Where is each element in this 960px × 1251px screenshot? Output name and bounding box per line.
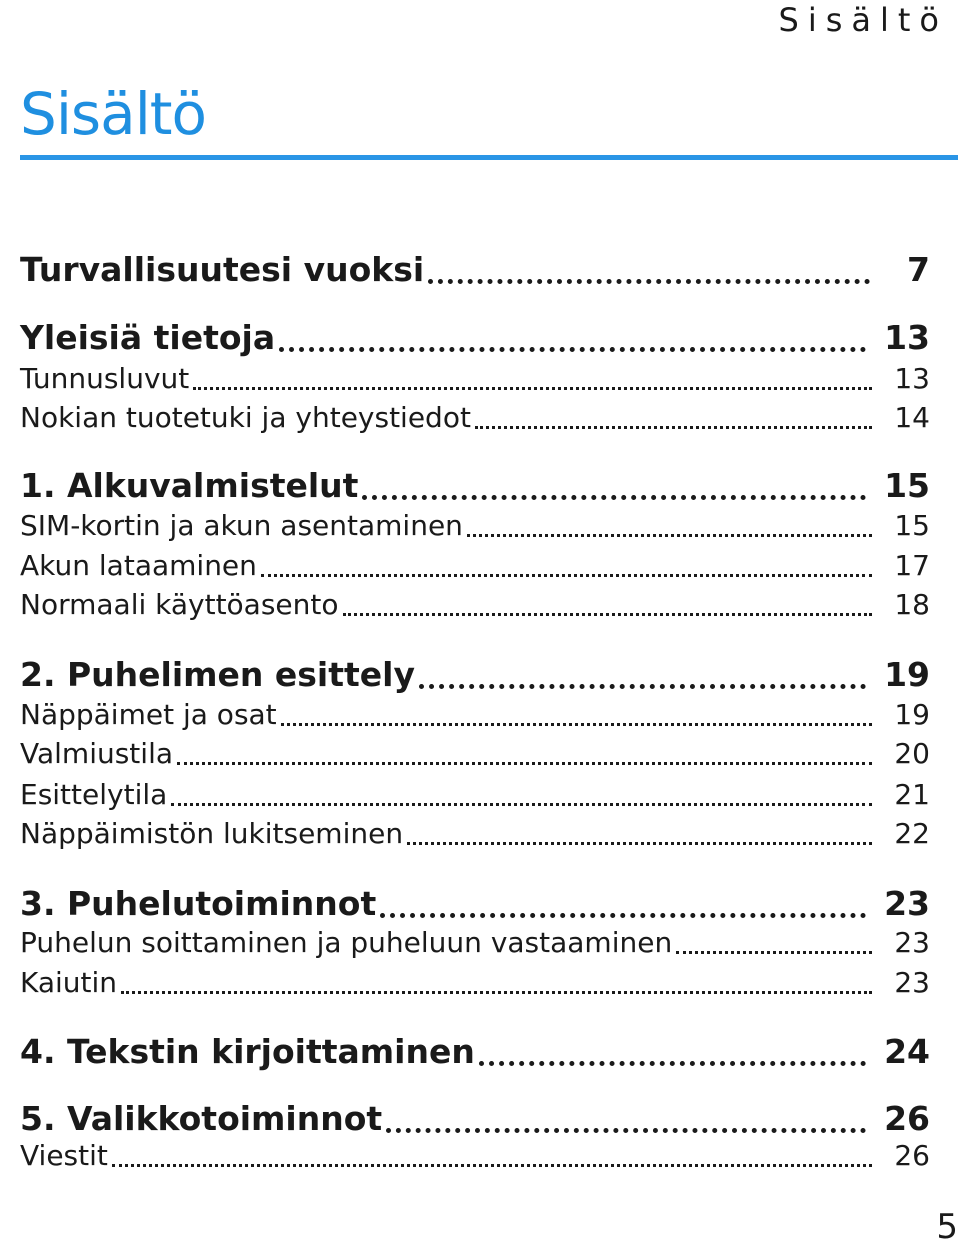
toc-entry-label: 5. Valikkotoiminnot [20, 1099, 383, 1138]
toc-entry-page: 26 [884, 1099, 930, 1138]
toc-entry-label: Normaali käyttöasento [20, 588, 339, 621]
toc-entry-page: 7 [907, 250, 930, 289]
toc-section-entry[interactable] [20, 776, 930, 814]
toc-section-entry[interactable] [20, 735, 930, 773]
toc-entry-label: 2. Puhelimen esittely [20, 655, 416, 694]
toc-entry-page: 22 [894, 817, 930, 850]
page-title: Sisältö [20, 80, 207, 148]
toc-entry-page: 15 [884, 466, 930, 505]
toc-section-entry[interactable] [20, 360, 930, 398]
toc-entry-page: 13 [894, 362, 930, 395]
toc-chapter-entry[interactable] [20, 316, 930, 360]
toc-entry-page: 18 [894, 588, 930, 621]
dot-leader [380, 913, 866, 918]
toc-entry-page: 17 [894, 549, 930, 582]
toc-section-entry[interactable] [20, 399, 930, 437]
page-number: 5 [936, 1207, 958, 1247]
running-header: Sisältö [778, 1, 948, 39]
toc-entry-label: SIM-kortin ja akun asentaminen [20, 509, 463, 542]
toc-entry-label: Akun lataaminen [20, 549, 257, 582]
toc-entry-label: Näppäimet ja osat [20, 698, 277, 731]
dot-leader [193, 387, 872, 390]
toc-entry-label: Puhelun soittaminen ja puheluun vastaaminen [20, 926, 673, 959]
toc-chapter-entry[interactable] [20, 1030, 930, 1074]
toc-entry-label: Esittelytila [20, 778, 168, 811]
toc-entry-label: Valmiustila [20, 737, 174, 770]
toc-entry-page: 14 [894, 401, 930, 434]
toc-section-entry[interactable] [20, 696, 930, 734]
toc-chapter-entry[interactable] [20, 248, 930, 292]
toc-section-entry[interactable] [20, 964, 930, 1002]
dot-leader [121, 991, 872, 994]
toc-chapter-entry[interactable] [20, 882, 930, 926]
toc-section-entry[interactable] [20, 1137, 930, 1175]
dot-leader [112, 1164, 872, 1167]
toc-chapter-entry[interactable] [20, 1097, 930, 1141]
title-rule [20, 155, 958, 160]
toc-section-entry[interactable] [20, 815, 930, 853]
dot-leader [475, 426, 872, 429]
dot-leader [171, 803, 872, 806]
toc-section-entry[interactable] [20, 507, 930, 545]
dot-leader [343, 613, 872, 616]
dot-leader [676, 951, 872, 954]
dot-leader [479, 1061, 866, 1066]
toc-entry-label: Näppäimistön lukitseminen [20, 817, 404, 850]
dot-leader [261, 574, 872, 577]
toc-entry-label: Turvallisuutesi vuoksi [20, 250, 425, 289]
toc-entry-page: 19 [884, 655, 930, 694]
toc-entry-label: Viestit [20, 1139, 108, 1172]
toc-entry-label: Nokian tuotetuki ja yhteystiedot [20, 401, 471, 434]
toc-entry-page: 23 [894, 926, 930, 959]
dot-leader [419, 684, 866, 689]
toc-entry-page: 26 [894, 1139, 930, 1172]
dot-leader [279, 347, 866, 352]
toc-entry-label: 3. Puhelutoiminnot [20, 884, 377, 923]
toc-entry-page: 20 [894, 737, 930, 770]
dot-leader [281, 723, 872, 726]
toc-entry-page: 19 [894, 698, 930, 731]
toc-section-entry[interactable] [20, 547, 930, 585]
toc-entry-page: 23 [884, 884, 930, 923]
toc-entry-page: 24 [884, 1032, 930, 1071]
toc-chapter-entry[interactable] [20, 464, 930, 508]
dot-leader [386, 1128, 866, 1133]
dot-leader [362, 495, 866, 500]
dot-leader [177, 762, 872, 765]
toc-entry-page: 21 [894, 778, 930, 811]
toc-section-entry[interactable] [20, 586, 930, 624]
toc-chapter-entry[interactable] [20, 653, 930, 697]
toc-entry-page: 23 [894, 966, 930, 999]
toc-entry-page: 13 [884, 318, 930, 357]
toc-entry-label: Yleisiä tietoja [20, 318, 276, 357]
toc-entry-page: 15 [894, 509, 930, 542]
dot-leader [467, 534, 872, 537]
toc-entry-label: Kaiutin [20, 966, 118, 999]
toc-entry-label: 1. Alkuvalmistelut [20, 466, 359, 505]
toc-section-entry[interactable] [20, 924, 930, 962]
dot-leader [428, 279, 870, 284]
toc-entry-label: 4. Tekstin kirjoittaminen [20, 1032, 475, 1071]
dot-leader [407, 842, 872, 845]
toc-entry-label: Tunnusluvut [20, 362, 190, 395]
